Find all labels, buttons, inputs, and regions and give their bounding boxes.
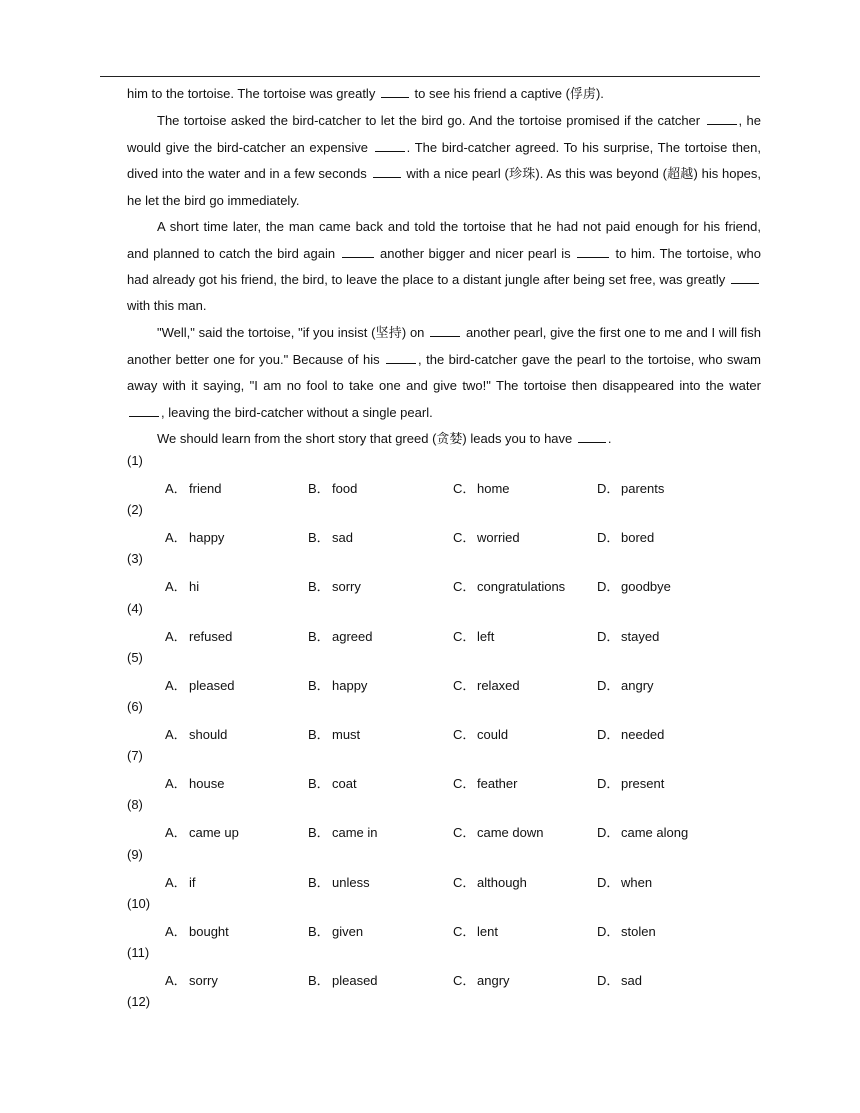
- option-letter: B．: [308, 825, 330, 841]
- option-letter: C．: [453, 579, 476, 595]
- option-letter: C．: [453, 530, 476, 546]
- option-text: lent: [477, 923, 498, 939]
- blank-6: [342, 246, 374, 258]
- answer-option[interactable]: [165, 527, 224, 546]
- answer-option[interactable]: [597, 970, 642, 989]
- answer-option[interactable]: [308, 576, 361, 595]
- option-letter: D．: [597, 530, 620, 546]
- option-letter: C．: [453, 677, 476, 693]
- question-number: (12): [127, 994, 151, 1010]
- option-letter: A．: [165, 677, 187, 693]
- blank-4: [375, 140, 405, 152]
- question-item: [127, 696, 761, 745]
- answer-option[interactable]: [597, 675, 654, 694]
- option-text: agreed: [332, 628, 373, 644]
- answer-option[interactable]: [165, 724, 227, 743]
- option-letter: B．: [308, 972, 330, 988]
- option-text: bought: [189, 923, 229, 939]
- answer-option[interactable]: [165, 576, 199, 595]
- question-number: (10): [127, 895, 151, 911]
- option-text: angry: [621, 677, 654, 693]
- option-text: feather: [477, 776, 518, 792]
- option-text: house: [189, 776, 225, 792]
- passage-paragraph-2: The tortoise asked the bird-catcher to let the bird go. And the tortoise promised if the catcher , he would give the bird-catcher an expensive . The bird-catcher agreed. To his surprise, The tortoise then, dived into the water and in a few seconds with a nice pearl (珍珠). As this was beyond (超越) his hopes, he let the bird go immediately.: [127, 113, 762, 209]
- blank-2: [381, 86, 409, 98]
- question-number: (3): [127, 551, 143, 567]
- option-letter: C．: [453, 776, 476, 792]
- option-letter: C．: [453, 874, 476, 890]
- header-rule: [100, 76, 760, 77]
- answer-option[interactable]: [453, 822, 543, 841]
- question-number: (7): [127, 748, 143, 764]
- answer-option[interactable]: [597, 626, 659, 645]
- blank-7: [577, 246, 609, 258]
- option-text: goodbye: [621, 579, 671, 595]
- blank-12: [578, 431, 606, 443]
- option-text: happy: [332, 677, 368, 693]
- answer-option[interactable]: [597, 724, 664, 743]
- option-text: refused: [189, 628, 233, 644]
- question-item: [127, 893, 761, 942]
- option-letter: D．: [597, 825, 620, 841]
- option-text: came down: [477, 825, 544, 841]
- option-letter: B．: [308, 579, 330, 595]
- blank-5: [373, 166, 401, 178]
- option-letter: D．: [597, 972, 620, 988]
- option-letter: C．: [453, 972, 476, 988]
- question-item: [127, 548, 761, 597]
- answer-option[interactable]: [453, 872, 527, 891]
- option-letter: D．: [597, 726, 620, 742]
- answer-option[interactable]: [453, 773, 517, 792]
- option-text: sorry: [332, 579, 361, 595]
- answer-option[interactable]: [453, 478, 510, 497]
- answer-option[interactable]: [165, 626, 232, 645]
- option-letter: C．: [453, 481, 476, 496]
- option-letter: A．: [165, 628, 187, 644]
- option-letter: A．: [165, 825, 187, 841]
- answer-option[interactable]: [308, 478, 357, 497]
- question-item: [127, 794, 761, 843]
- option-text: sad: [621, 972, 642, 988]
- option-text: home: [477, 481, 510, 496]
- question-item: [127, 844, 761, 893]
- option-letter: D．: [597, 776, 620, 792]
- option-text: worried: [477, 530, 520, 546]
- answer-option[interactable]: [597, 773, 664, 792]
- question-number: (5): [127, 649, 143, 665]
- answer-option[interactable]: [308, 626, 372, 645]
- option-letter: C．: [453, 825, 476, 841]
- option-letter: A．: [165, 776, 187, 792]
- option-letter: A．: [165, 481, 187, 496]
- answer-option[interactable]: [597, 822, 688, 841]
- answer-option[interactable]: [165, 478, 222, 497]
- option-text: food: [332, 481, 358, 496]
- option-text: must: [332, 726, 361, 742]
- answer-option[interactable]: [308, 921, 363, 940]
- answer-option[interactable]: [308, 970, 378, 989]
- option-text: bored: [621, 530, 655, 546]
- answer-option[interactable]: [453, 970, 510, 989]
- option-letter: D．: [597, 874, 620, 890]
- reading-passage: [127, 81, 761, 453]
- answer-option[interactable]: [165, 773, 224, 792]
- passage-paragraph-1: him to the tortoise. The tortoise was greatly to see his friend a captive (俘虏).: [127, 86, 604, 102]
- option-letter: C．: [453, 726, 476, 742]
- option-letter: A．: [165, 579, 187, 595]
- option-text: happy: [189, 530, 225, 546]
- answer-option[interactable]: [453, 675, 520, 694]
- option-text: angry: [477, 972, 510, 988]
- answer-option[interactable]: [165, 970, 218, 989]
- option-letter: A．: [165, 726, 187, 742]
- option-text: came in: [332, 825, 378, 841]
- option-letter: B．: [308, 923, 330, 939]
- answer-option[interactable]: [165, 822, 239, 841]
- option-text: sorry: [189, 972, 218, 988]
- option-letter: C．: [453, 923, 476, 939]
- option-text: needed: [621, 726, 665, 742]
- option-text: came up: [189, 825, 239, 841]
- question-number: (4): [127, 600, 143, 616]
- option-letter: B．: [308, 628, 330, 644]
- answer-option[interactable]: [308, 773, 357, 792]
- answer-option[interactable]: [597, 872, 652, 891]
- option-text: pleased: [332, 972, 378, 988]
- answer-option[interactable]: [597, 478, 664, 497]
- answer-option[interactable]: [453, 527, 520, 546]
- question-item: [127, 991, 761, 1040]
- question-list: [127, 450, 761, 1040]
- option-letter: D．: [597, 923, 620, 939]
- option-text: unless: [332, 874, 370, 890]
- option-text: given: [332, 923, 364, 939]
- option-text: sad: [332, 530, 353, 546]
- blank-9: [430, 325, 460, 337]
- option-text: congratulations: [477, 579, 566, 595]
- option-text: should: [189, 726, 228, 742]
- answer-option[interactable]: [308, 527, 353, 546]
- answer-option[interactable]: [597, 921, 656, 940]
- answer-option[interactable]: [453, 626, 494, 645]
- option-letter: D．: [597, 677, 620, 693]
- option-letter: C．: [453, 628, 476, 644]
- option-letter: B．: [308, 481, 330, 496]
- question-item: [127, 745, 761, 794]
- question-item: [127, 499, 761, 548]
- answer-option[interactable]: [308, 675, 367, 694]
- blank-8: [731, 272, 759, 284]
- question-item: [127, 647, 761, 696]
- option-letter: D．: [597, 579, 620, 595]
- option-text: present: [621, 776, 665, 792]
- passage-paragraph-5: We should learn from the short story that greed (贪婪) leads you to have .: [157, 430, 612, 447]
- option-letter: D．: [597, 628, 620, 644]
- option-text: when: [621, 874, 653, 890]
- option-letter: B．: [308, 677, 330, 693]
- blank-11: [129, 405, 159, 417]
- answer-option[interactable]: [308, 872, 370, 891]
- answer-option[interactable]: [165, 872, 196, 891]
- passage-paragraph-3: A short time later, the man came back and told the tortoise that he had not paid enough for his friend, and planned to catch the bird again another bigger and nicer pearl is to him. The tortoise, who had already got his friend, the bird, to leave the place to a distant jungle after being set free, was greatly with this man.: [127, 219, 761, 314]
- option-text: stolen: [621, 923, 656, 939]
- question-item: [127, 942, 761, 991]
- blank-10: [386, 352, 416, 364]
- option-text: stayed: [621, 628, 660, 644]
- option-letter: B．: [308, 776, 330, 792]
- question-number: (11): [127, 944, 150, 960]
- option-text: hi: [189, 579, 200, 595]
- answer-option[interactable]: [453, 576, 565, 595]
- question-item: [127, 598, 761, 647]
- question-item: [127, 450, 761, 499]
- option-text: coat: [332, 776, 357, 792]
- option-text: could: [477, 726, 509, 742]
- passage-paragraph-4: "Well," said the tortoise, "if you insist (坚持) on another pearl, give the first one to me and I will fish another better one for you." Because of his , the bird-catcher gave the pearl to the tortoise, who swam away with it saying, "I am no fool to take one and give two!" The tortoise then disappeared into the water , leaving the bird-catcher without a single pearl.: [127, 324, 762, 420]
- option-text: parents: [621, 481, 665, 496]
- answer-option[interactable]: [165, 921, 229, 940]
- option-letter: B．: [308, 726, 330, 742]
- option-text: if: [189, 874, 196, 890]
- blank-3: [707, 113, 737, 125]
- option-text: came along: [621, 825, 689, 841]
- question-number: (9): [127, 846, 143, 862]
- option-letter: D．: [597, 481, 620, 496]
- option-letter: B．: [308, 874, 330, 890]
- option-letter: B．: [308, 530, 330, 546]
- answer-option[interactable]: [453, 921, 498, 940]
- option-text: pleased: [189, 677, 235, 693]
- question-number: (2): [127, 502, 143, 518]
- option-text: relaxed: [477, 677, 520, 693]
- answer-option[interactable]: [165, 675, 235, 694]
- answer-option[interactable]: [308, 822, 378, 841]
- option-letter: A．: [165, 874, 187, 890]
- question-number: (8): [127, 797, 143, 813]
- question-number: (1): [127, 453, 143, 468]
- option-text: left: [477, 628, 495, 644]
- answer-option[interactable]: [597, 527, 654, 546]
- question-number: (6): [127, 698, 143, 714]
- option-text: friend: [189, 481, 222, 496]
- option-letter: A．: [165, 923, 187, 939]
- option-text: although: [477, 874, 527, 890]
- answer-option[interactable]: [453, 724, 508, 743]
- answer-option[interactable]: [597, 576, 671, 595]
- option-letter: A．: [165, 530, 187, 546]
- option-letter: A．: [165, 972, 187, 988]
- answer-option[interactable]: [308, 724, 360, 743]
